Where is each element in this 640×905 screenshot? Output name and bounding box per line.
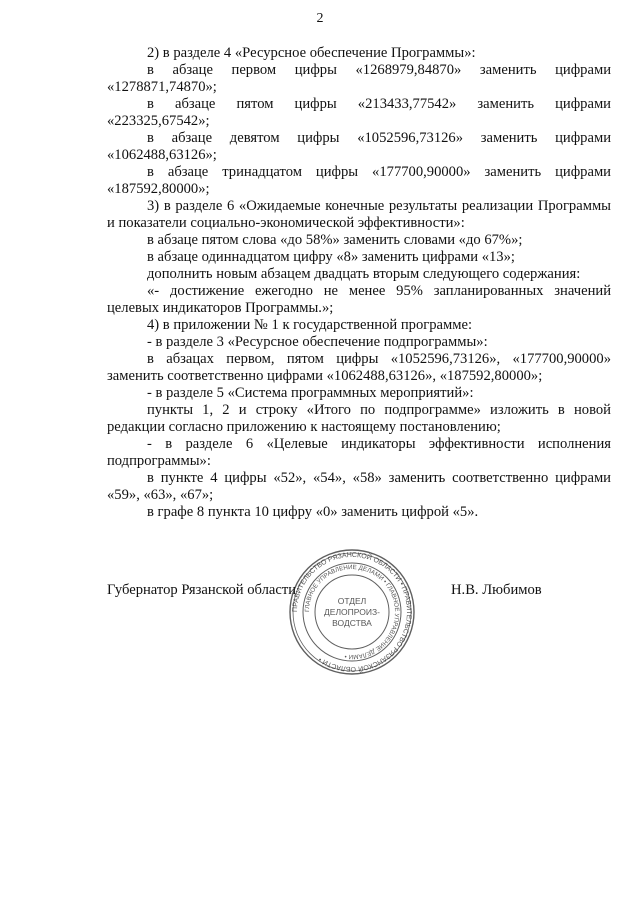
official-stamp [288,548,416,676]
paragraph-4: в абзаце девятом цифры «1052596,73126» заменить цифрами «1062488,63126»; [107,130,611,163]
paragraph-15: пункты 1, 2 и строку «Итого по подпрограмме» изложить в новой редакции согласно приложению к настоящему постановлению; [107,402,611,435]
paragraph-6: 3) в разделе 6 «Ожидаемые конечные результаты реализации Программы и показатели социально-экономической эффективности»: [107,198,611,231]
signatory-name: Н.В. Любимов [451,582,542,598]
stamp-outer-text: ПРАВИТЕЛЬСТВО РЯЗАНСКОЙ ОБЛАСТИ • ПРАВИТЕЛЬСТВО РЯЗАНСКОЙ ОБЛАСТИ • [291,551,413,673]
paragraph-5: в абзаце тринадцатом цифры «177700,90000» заменить цифрами «187592,80000»; [107,164,611,197]
document-body [107,45,611,521]
paragraph-10: «- достижение ежегодно не менее 95% запланированных значений целевых индикаторов Программы.»; [107,283,611,316]
stamp-center-line-2: ДЕЛОПРОИЗ- [324,607,380,617]
paragraph-8: в абзаце одиннадцатом цифру «8» заменить цифрами «13»; [147,249,515,265]
paragraph-18: в графе 8 пункта 10 цифру «0» заменить цифрой «5». [147,504,479,520]
paragraph-17: в пункте 4 цифры «52», «54», «58» заменить соответственно цифрами «59», «63», «67»; [107,470,611,503]
paragraph-7: в абзаце пятом слова «до 58%» заменить словами «до 67%»; [147,232,523,248]
paragraph-2: в абзаце первом цифры «1268979,84870» заменить цифрами «1278871,74870»; [107,62,611,95]
page-number: 2 [316,11,324,26]
stamp-center-line-3: ВОДСТВА [332,618,372,628]
paragraph-14: - в разделе 5 «Система программных мероприятий»: [147,385,474,401]
stamp-center-line-1: ОТДЕЛ [337,596,367,606]
stamp-inner-text: ГЛАВНОЕ УПРАВЛЕНИЕ ДЕЛАМИ • ГЛАВНОЕ УПРАВЛЕНИЕ ДЕЛАМИ • [303,563,401,661]
stamp-seal-icon [288,548,416,676]
paragraph-3: в абзаце пятом цифры «213433,77542» заменить цифрами «223325,67542»; [107,96,611,129]
paragraph-12: - в разделе 3 «Ресурсное обеспечение подпрограммы»: [147,334,488,350]
signatory-position: Губернатор Рязанской области [107,582,297,598]
paragraph-1: 2) в разделе 4 «Ресурсное обеспечение Программы»: [147,45,476,61]
paragraph-9: дополнить новым абзацем двадцать вторым следующего содержания: [147,266,581,282]
paragraph-16: - в разделе 6 «Целевые индикаторы эффективности исполнения подпрограммы»: [107,436,611,469]
paragraph-13: в абзацах первом, пятом цифры «1052596,73126», «177700,90000» заменить соответственно цифрами «1062488,63126», «187592,80000»; [107,351,611,384]
paragraph-11: 4) в приложении № 1 к государственной программе: [147,317,473,333]
